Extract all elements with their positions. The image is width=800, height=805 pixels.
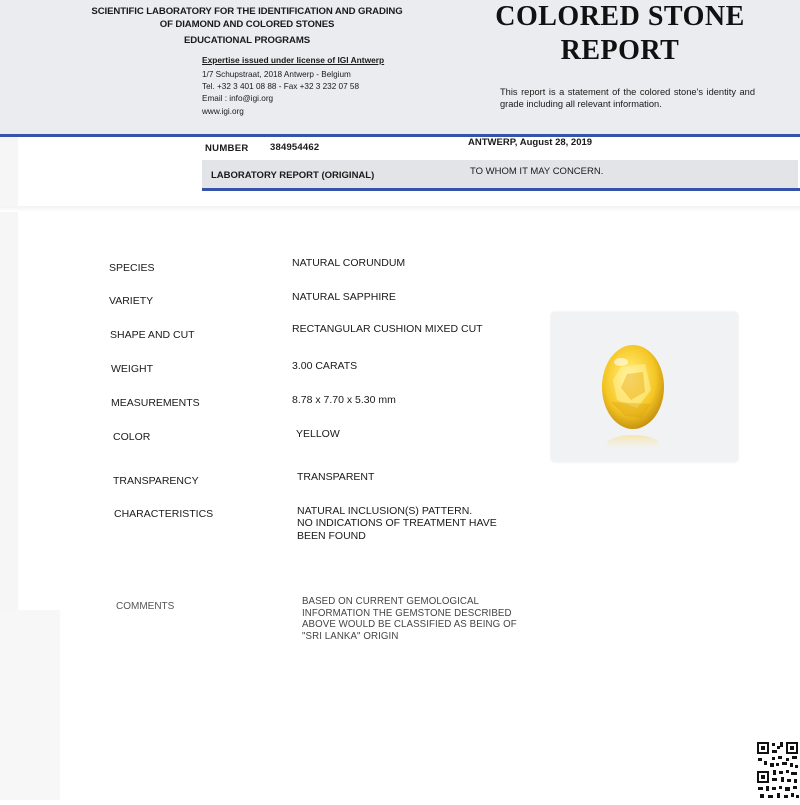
report-title-line-2: REPORT [560,35,680,66]
weight-value: 3.00 CARATS [292,360,358,372]
report-number-value: 384954462 [270,142,320,153]
report-title [460,0,780,68]
comments-line-1: BASED ON CURRENT GEMOLOGICAL [302,596,480,607]
lab-email: Email : info@igi.org [202,94,274,104]
lab-contact [202,69,359,118]
comments-line-4: "SRI LANKA" ORIGIN [302,630,399,642]
characteristics-value [297,505,497,542]
report-addressee: TO WHOM IT MAY CONCERN. [470,166,604,177]
measurements-label: MEASUREMENTS [111,397,200,409]
weight-label: WEIGHT [111,363,153,375]
scan-edge-bottom [0,610,60,800]
variety-label: VARIETY [109,295,154,307]
paper-fold [0,206,800,212]
comments-line-2: INFORMATION THE GEMSTONE DESCRIBED [302,607,512,619]
characteristics-line-3: BEEN FOUND [297,529,366,542]
species-label: SPECIES [109,262,155,274]
characteristics-line-2: NO INDICATIONS OF TREATMENT HAVE [297,517,497,530]
color-label: COLOR [113,431,151,443]
laboratory-name [82,6,412,48]
qr-code-icon [756,741,800,800]
lab-address: 1/7 Schupstraat, 2018 Antwerp - Belgium [202,70,351,79]
report-number-label: NUMBER [205,143,249,154]
comments-label: COMMENTS [116,601,175,612]
report-description: This report is a statement of the colored stone's identity and grade including all relevant information. [500,87,755,109]
sapphire-image [551,312,738,462]
lab-name-line-1: SCIENTIFIC LABORATORY FOR THE IDENTIFICATION AND GRADING [91,6,403,17]
shape-value: RECTANGULAR CUSHION MIXED CUT [292,323,483,335]
lab-name-line-2: OF DIAMOND AND COLORED STONES [159,18,335,30]
variety-value: NATURAL SAPPHIRE [292,291,396,303]
shape-label: SHAPE AND CUT [110,329,195,341]
lab-name-line-3: EDUCATIONAL PROGRAMS [183,35,311,46]
report-title-line-1: COLORED STONE [495,1,745,32]
comments-text [302,596,552,642]
lab-phone: Tel. +32 3 401 08 88 - Fax +32 3 232 07 58 [202,82,360,92]
color-value: YELLOW [296,428,340,440]
report-date: ANTWERP, August 28, 2019 [468,137,593,148]
report-type-divider [202,188,800,191]
species-value: NATURAL CORUNDUM [292,257,406,269]
report-type: LABORATORY REPORT (ORIGINAL) [211,170,375,181]
comments-line-3: ABOVE WOULD BE CLASSIFIED AS BEING OF [302,619,517,630]
expertise-license: Expertise issued under license of IGI Antwerp [202,55,385,65]
gemstone-photo [551,312,738,462]
header-divider [0,134,800,137]
transparency-value: TRANSPARENT [297,471,375,483]
characteristics-label: CHARACTERISTICS [114,508,214,520]
lab-website: www.igi.org [202,106,244,116]
characteristics-line-1: NATURAL INCLUSION(S) PATTERN. [297,505,473,517]
transparency-label: TRANSPARENCY [113,475,199,487]
measurements-value: 8.78 x 7.70 x 5.30 mm [292,394,396,406]
qr-code [756,741,800,800]
